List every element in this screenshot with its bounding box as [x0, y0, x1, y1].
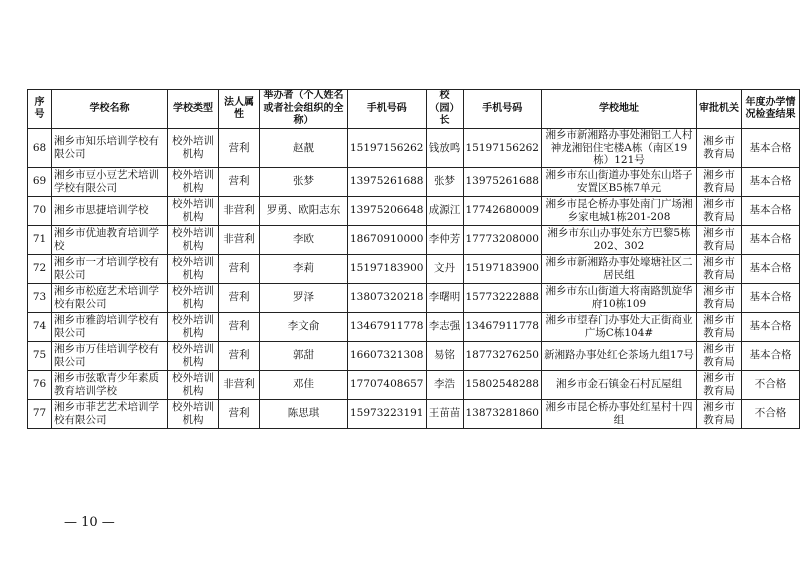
row-number-cell: 70 — [28, 196, 52, 225]
row-number-cell: 75 — [28, 341, 52, 370]
column-header: 年度办学情况检查结果 — [742, 90, 800, 129]
row-number-cell: 73 — [28, 283, 52, 312]
legal-attribute-cell: 非营利 — [219, 225, 260, 254]
school-type-cell: 校外培训机构 — [168, 399, 219, 428]
row-number-cell: 77 — [28, 399, 52, 428]
principal-cell: 文丹 — [426, 254, 463, 283]
school-address-cell: 湘乡市昆仑桥办事处南门广场湘乡家电城1栋201-208 — [542, 196, 697, 225]
principal-phone-cell: 17773208000 — [463, 225, 542, 254]
approval-authority-cell: 湘乡市教育局 — [697, 129, 742, 168]
school-name-cell: 湘乡市一才培训学校有限公司 — [52, 254, 168, 283]
row-number-cell: 68 — [28, 129, 52, 168]
table-row — [28, 254, 800, 283]
legal-attribute-cell: 营利 — [219, 312, 260, 341]
column-header: 法人属性 — [219, 90, 260, 129]
principal-phone-cell: 15197183900 — [463, 254, 542, 283]
school-address-cell: 新湘路办事处红仑茶场九组17号 — [542, 341, 697, 370]
school-address-cell: 湘乡市金石镇金石村瓦屋组 — [542, 370, 697, 399]
school-address-cell: 湘乡市昆仑桥办事处红星村十四组 — [542, 399, 697, 428]
inspection-result-cell: 基本合格 — [742, 167, 800, 196]
school-name-cell: 湘乡市思捷培训学校 — [52, 196, 168, 225]
phone-number-cell: 13975261688 — [348, 167, 427, 196]
school-name-cell: 湘乡市雅韵培训学校有限公司 — [52, 312, 168, 341]
school-name-cell: 湘乡市万佳培训学校有限公司 — [52, 341, 168, 370]
legal-attribute-cell: 营利 — [219, 283, 260, 312]
organizer-cell: 罗泽 — [260, 283, 348, 312]
principal-cell: 李曙明 — [426, 283, 463, 312]
approval-authority-cell: 湘乡市教育局 — [697, 312, 742, 341]
row-number-cell: 76 — [28, 370, 52, 399]
legal-attribute-cell: 营利 — [219, 254, 260, 283]
legal-attribute-cell: 非营利 — [219, 370, 260, 399]
column-header: 学校地址 — [542, 90, 697, 129]
column-header: 学校名称 — [52, 90, 168, 129]
approval-authority-cell: 湘乡市教育局 — [697, 167, 742, 196]
table-row — [28, 225, 800, 254]
inspection-result-cell: 基本合格 — [742, 196, 800, 225]
legal-attribute-cell: 营利 — [219, 129, 260, 168]
school-address-cell: 湘乡市望春门办事处大正街商业广场C栋104# — [542, 312, 697, 341]
inspection-result-cell: 基本合格 — [742, 129, 800, 168]
inspection-result-cell: 基本合格 — [742, 225, 800, 254]
legal-attribute-cell: 营利 — [219, 341, 260, 370]
school-type-cell: 校外培训机构 — [168, 254, 219, 283]
row-number-cell: 74 — [28, 312, 52, 341]
principal-phone-cell: 17742680009 — [463, 196, 542, 225]
legal-attribute-cell: 营利 — [219, 167, 260, 196]
phone-number-cell: 15197183900 — [348, 254, 427, 283]
principal-phone-cell: 13467911778 — [463, 312, 542, 341]
principal-cell: 王苗苗 — [426, 399, 463, 428]
column-header: 审批机关 — [697, 90, 742, 129]
phone-number-cell: 15973223191 — [348, 399, 427, 428]
inspection-result-cell: 基本合格 — [742, 254, 800, 283]
principal-phone-cell: 15197156262 — [463, 129, 542, 168]
organizer-cell: 邓佳 — [260, 370, 348, 399]
school-name-cell: 湘乡市豆小豆艺术培训学校有限公司 — [52, 167, 168, 196]
school-address-cell: 湘乡市东山办事处东方巴黎5栋202、302 — [542, 225, 697, 254]
column-header: 手机号码 — [348, 90, 427, 129]
schools-table — [27, 89, 800, 429]
school-type-cell: 校外培训机构 — [168, 283, 219, 312]
principal-cell: 张梦 — [426, 167, 463, 196]
table-row — [28, 283, 800, 312]
column-header: 校（园）长 — [426, 90, 463, 129]
principal-phone-cell: 13873281860 — [463, 399, 542, 428]
inspection-result-cell: 不合格 — [742, 399, 800, 428]
phone-number-cell: 13467911778 — [348, 312, 427, 341]
principal-cell: 成源江 — [426, 196, 463, 225]
column-header: 举办者（个人姓名或者社会组织的全称） — [260, 90, 348, 129]
table-row — [28, 399, 800, 428]
school-name-cell: 湘乡市弦歌青少年素质教育培训学校 — [52, 370, 168, 399]
approval-authority-cell: 湘乡市教育局 — [697, 370, 742, 399]
school-address-cell: 湘乡市东山街道办事处东山塔子安置区B5栋7单元 — [542, 167, 697, 196]
organizer-cell: 李莉 — [260, 254, 348, 283]
principal-cell: 李仲芳 — [426, 225, 463, 254]
school-type-cell: 校外培训机构 — [168, 370, 219, 399]
phone-number-cell: 18670910000 — [348, 225, 427, 254]
page-number: — 10 — — [64, 515, 115, 530]
principal-cell: 钱放鸣 — [426, 129, 463, 168]
approval-authority-cell: 湘乡市教育局 — [697, 283, 742, 312]
school-name-cell: 湘乡市知乐培训学校有限公司 — [52, 129, 168, 168]
principal-phone-cell: 13975261688 — [463, 167, 542, 196]
column-header: 序号 — [28, 90, 52, 129]
table-row — [28, 129, 800, 168]
table-row — [28, 341, 800, 370]
phone-number-cell: 15197156262 — [348, 129, 427, 168]
organizer-cell: 张梦 — [260, 167, 348, 196]
school-name-cell: 湘乡市优迪教育培训学校 — [52, 225, 168, 254]
school-address-cell: 湘乡市新湘路办事处湘铝工人村神龙湘铝住宅楼A栋（南区19栋）121号 — [542, 129, 697, 168]
organizer-cell: 李文俞 — [260, 312, 348, 341]
inspection-result-cell: 不合格 — [742, 370, 800, 399]
inspection-result-cell: 基本合格 — [742, 283, 800, 312]
inspection-result-cell: 基本合格 — [742, 341, 800, 370]
principal-phone-cell: 15773222888 — [463, 283, 542, 312]
principal-cell: 李浩 — [426, 370, 463, 399]
school-type-cell: 校外培训机构 — [168, 129, 219, 168]
phone-number-cell: 13975206648 — [348, 196, 427, 225]
principal-cell: 易铭 — [426, 341, 463, 370]
row-number-cell: 71 — [28, 225, 52, 254]
school-type-cell: 校外培训机构 — [168, 312, 219, 341]
column-header: 学校类型 — [168, 90, 219, 129]
school-name-cell: 湘乡市松庭艺术培训学校有限公司 — [52, 283, 168, 312]
table-body — [28, 129, 800, 429]
row-number-cell: 69 — [28, 167, 52, 196]
inspection-result-cell: 基本合格 — [742, 312, 800, 341]
approval-authority-cell: 湘乡市教育局 — [697, 225, 742, 254]
approval-authority-cell: 湘乡市教育局 — [697, 196, 742, 225]
organizer-cell: 李欧 — [260, 225, 348, 254]
row-number-cell: 72 — [28, 254, 52, 283]
school-type-cell: 校外培训机构 — [168, 167, 219, 196]
organizer-cell: 郭甜 — [260, 341, 348, 370]
table-row — [28, 196, 800, 225]
organizer-cell: 赵靓 — [260, 129, 348, 168]
phone-number-cell: 13807320218 — [348, 283, 427, 312]
table-row — [28, 167, 800, 196]
principal-phone-cell: 18773276250 — [463, 341, 542, 370]
organizer-cell: 陈思琪 — [260, 399, 348, 428]
organizer-cell: 罗勇、欧阳志东 — [260, 196, 348, 225]
phone-number-cell: 17707408657 — [348, 370, 427, 399]
school-address-cell: 湘乡市东山街道大将南路凯旋华府10栋109 — [542, 283, 697, 312]
table-header — [28, 90, 800, 129]
legal-attribute-cell: 非营利 — [219, 196, 260, 225]
school-type-cell: 校外培训机构 — [168, 225, 219, 254]
school-name-cell: 湘乡市菲艺艺术培训学校有限公司 — [52, 399, 168, 428]
approval-authority-cell: 湘乡市教育局 — [697, 341, 742, 370]
approval-authority-cell: 湘乡市教育局 — [697, 399, 742, 428]
table-row — [28, 370, 800, 399]
column-header: 手机号码 — [463, 90, 542, 129]
school-address-cell: 湘乡市新湘路办事处壕塘社区二居民组 — [542, 254, 697, 283]
phone-number-cell: 16607321308 — [348, 341, 427, 370]
principal-cell: 李志强 — [426, 312, 463, 341]
school-type-cell: 校外培训机构 — [168, 341, 219, 370]
legal-attribute-cell: 营利 — [219, 399, 260, 428]
approval-authority-cell: 湘乡市教育局 — [697, 254, 742, 283]
principal-phone-cell: 15802548288 — [463, 370, 542, 399]
school-type-cell: 校外培训机构 — [168, 196, 219, 225]
table-row — [28, 312, 800, 341]
